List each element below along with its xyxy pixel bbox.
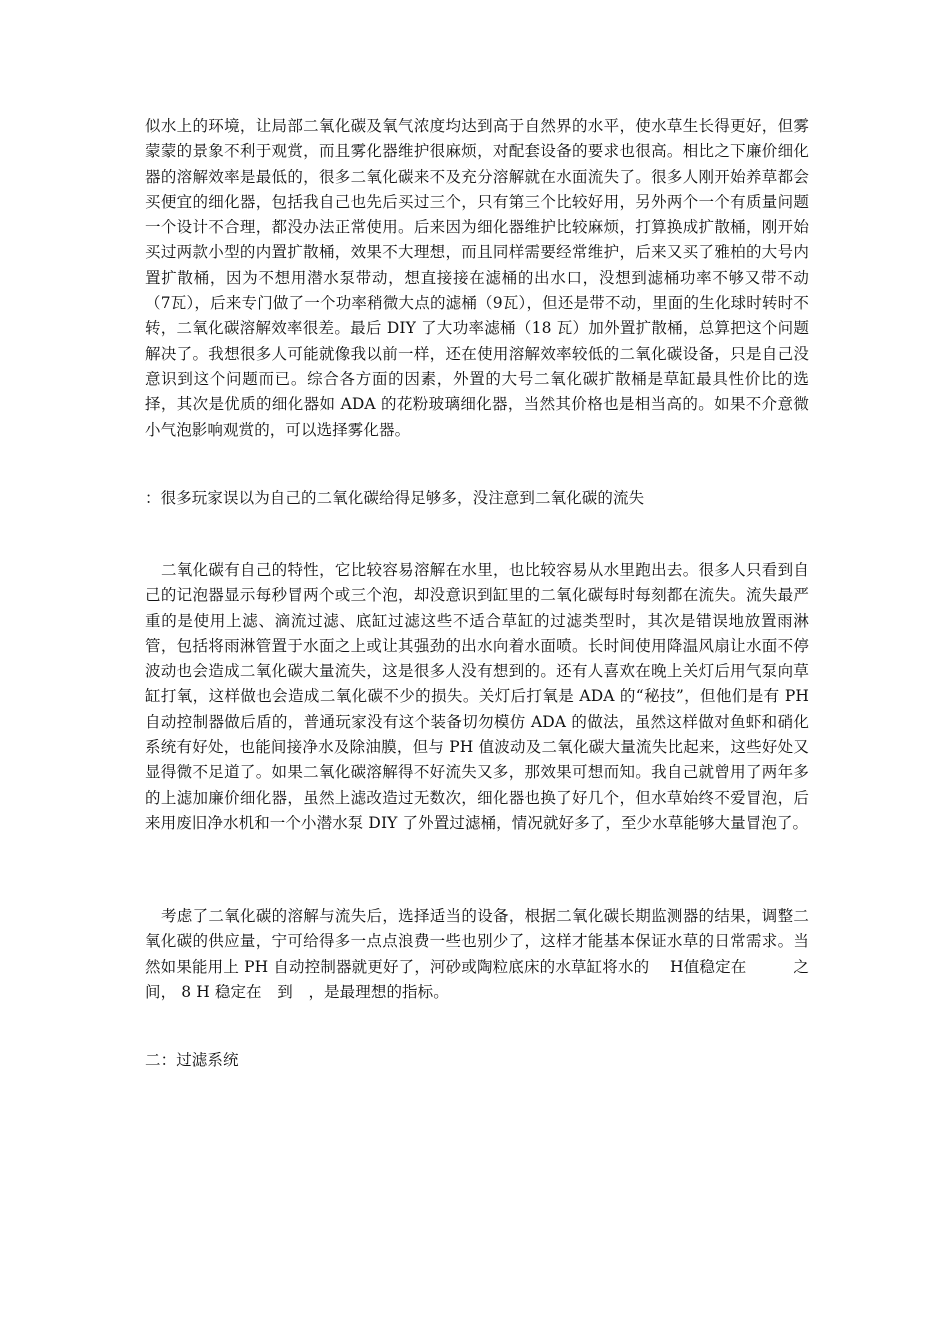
paragraph-co2-supply: 考虑了二氧化碳的溶解与流失后，选择适当的设备，根据二氧化碳长期监测器的结果，调整二氧化碳的供应量，宁可给得多一点点浪费一些也别少了，这样才能基本保证水草的日常需求。当然如果能用上 PH 自动控制器就更好了，河砂或陶粒底床的水草缸将水的 H值稳定在 之间， 8 H 稳定在 到 ，是最理想的指标。 [145, 907, 809, 1001]
section-heading-filtration: 二：过滤系统 [145, 1051, 239, 1069]
paragraph-co2-equipment: 似水上的环境，让局部二氧化碳及氧气浓度均达到高于自然界的水平，使水草生长得更好，但雾蒙蒙的景象不利于观赏，而且雾化器维护很麻烦，对配套设备的要求也很高。相比之下廉价细化器的溶解效率是最低的，很多二氧化碳来不及充分溶解就在水面流失了。很多人刚开始养草都会买便宜的细化器，包括我自己也先后买过三个，只有第三个比较好用，另外两个一个有质量问题一个设计不合理，都没办法正常使用。后来因为细化器维护比较麻烦，打算换成扩散桶，刚开始买过两款小型的内置扩散桶，效果不大理想，而且同样需要经常维护，后来又买了雅柏的大号内置扩散桶，因为不想用潜水泵带动，想直接接在滤桶的出水口，没想到滤桶功率不够又带不动（7瓦），后来专门做了一个功率稍微大点的滤桶（9瓦），但还是带不动，里面的生化球时转时不转，二氧化碳溶解效率很差。最后 DIY 了大功率滤桶（18 瓦）加外置扩散桶，总算把这个问题解决了。我想很多人可能就像我以前一样，还在使用溶解效率较低的二氧化碳设备，只是自己没意识到这个问题而已。综合各方面的因素，外置的大号二氧化碳扩散桶是草缸最具性价比的选择，其次是优质的细化器如 ADA 的花粉玻璃细化器，当然其价格也是相当高的。如果不介意微小气泡影响观赏的，可以选择雾化器。 [145, 117, 809, 439]
paragraph-co2-loss: 二氧化碳有自己的特性，它比较容易溶解在水里，也比较容易从水里跑出去。很多人只看到自己的记泡器显示每秒冒两个或三个泡，却没意识到缸里的二氧化碳每时每刻都在流失。流失最严重的是使用上滤、滴流过滤、底缸过滤这些不适合草缸的过滤类型时，其次是错误地放置雨淋管，包括将雨淋管置于水面之上或让其强劲的出水向着水面喷。长时间使用降温风扇让水面不停波动也会造成二氧化碳大量流失，这是很多人没有想到的。还有人喜欢在晚上关灯后用气泵向草缸打氧，这样做也会造成二氧化碳不少的损失。关灯后打氧是 ADA 的“秘技”，但他们是有 PH 自动控制器做后盾的，普通玩家没有这个装备切勿模仿 ADA 的做法，虽然这样做对鱼虾和硝化系统有好处，也能间接净水及除油膜，但与 PH 值波动及二氧化碳大量流失比起来，这些好处又显得微不足道了。如果二氧化碳溶解得不好流失又多，那效果可想而知。我自己就曾用了两年多的上滤加廉价细化器，虽然上滤改造过无数次，细化器也换了好几个，但水草始终不爱冒泡，后来用废旧净水机和一个小潜水泵 DIY 了外置过滤桶，情况就好多了，至少水草能够大量冒泡了。 [145, 561, 809, 832]
paragraph-misconception: ：很多玩家误以为自己的二氧化碳给得足够多，没注意到二氧化碳的流失 [145, 489, 645, 507]
